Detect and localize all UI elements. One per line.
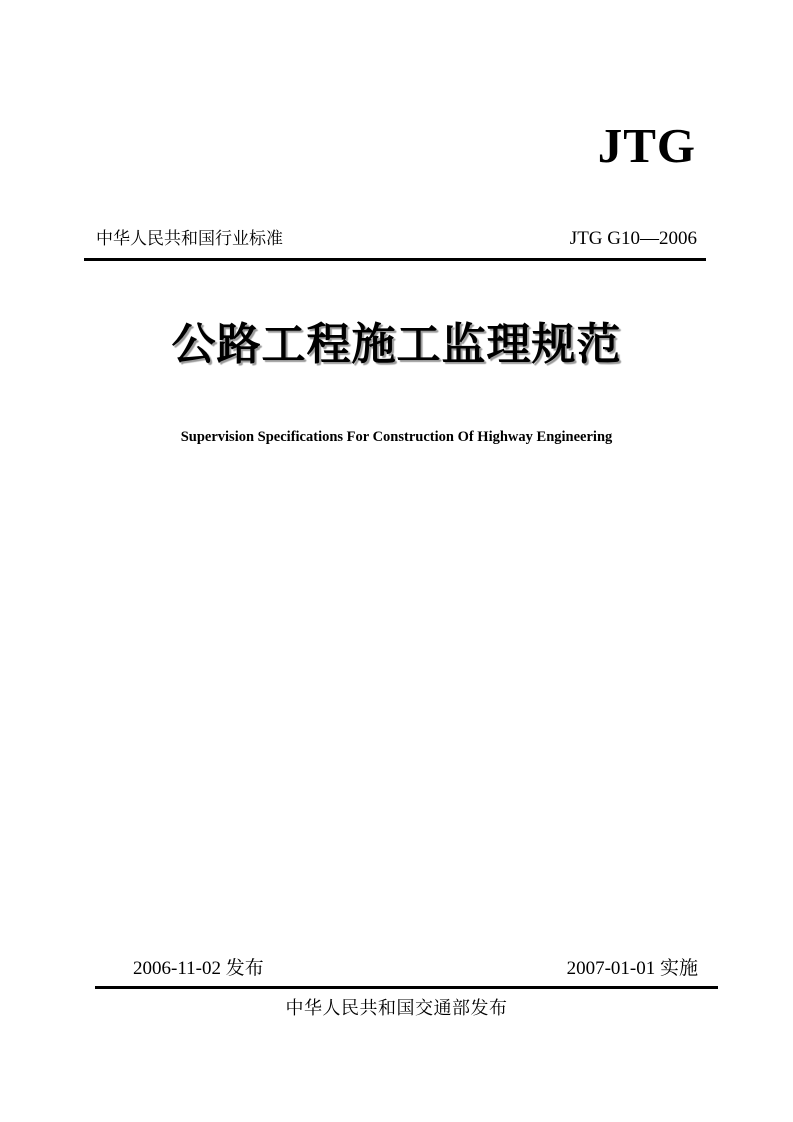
implementation-date: 2007-01-01 实施 <box>566 958 698 979</box>
standard-number: JTG G10—2006 <box>569 228 697 249</box>
jtg-logo: JTG <box>597 118 696 173</box>
header-divider <box>84 258 706 261</box>
title-english: Supervision Specifications For Construction Of Highway Engineering <box>180 429 613 445</box>
title-chinese: 公路工程施工监理规范 <box>171 319 622 370</box>
footer-divider <box>95 986 718 989</box>
publisher: 中华人民共和国交通部发布 <box>285 998 508 1019</box>
standard-category: 中华人民共和国行业标准 <box>96 229 283 249</box>
issue-date: 2006-11-02 发布 <box>133 958 264 979</box>
